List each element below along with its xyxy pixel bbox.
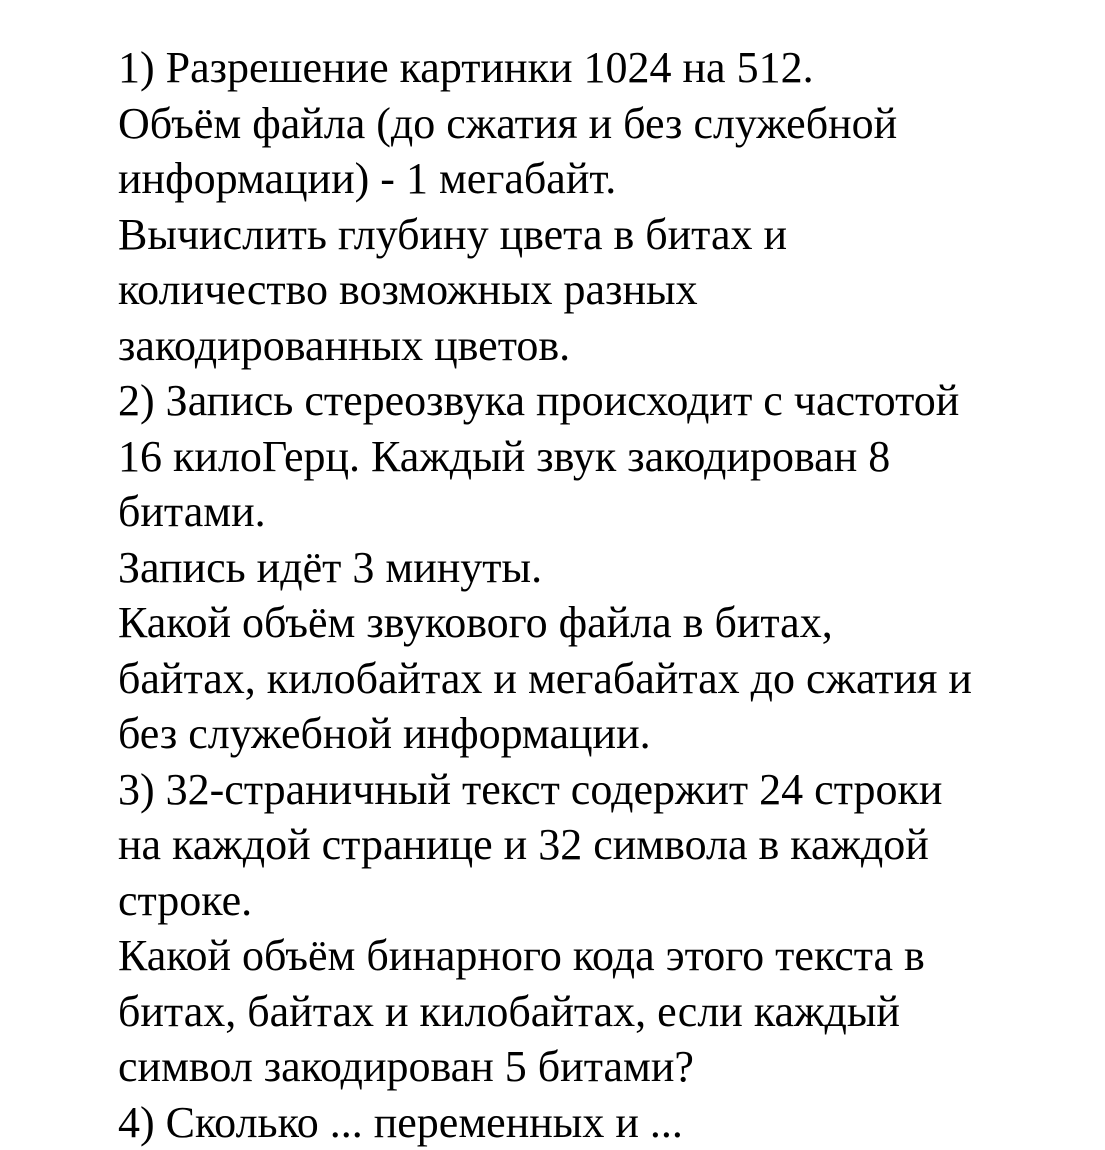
text-line: 2) Запись стереозвука происходит с частотой bbox=[118, 373, 1078, 429]
text-line: Какой объём бинарного кода этого текста в bbox=[118, 928, 1078, 984]
text-line: на каждой странице и 32 символа в каждой bbox=[118, 817, 1078, 873]
text-line: информации) - 1 мегабайт. bbox=[118, 151, 1078, 207]
text-line-cut-off: 4) Сколько ... переменных и ... bbox=[118, 1095, 1078, 1150]
text-line: байтах, килобайтах и мегабайтах до сжатия и bbox=[118, 651, 1078, 707]
text-line: символ закодирован 5 битами? bbox=[118, 1039, 1078, 1095]
text-line: Какой объём звукового файла в битах, bbox=[118, 595, 1078, 651]
text-line: Запись идёт 3 минуты. bbox=[118, 540, 1078, 596]
text-line: без служебной информации. bbox=[118, 706, 1078, 762]
document-text bbox=[118, 40, 1078, 1150]
text-line: битами. bbox=[118, 484, 1078, 540]
text-line: 3) 32-страничный текст содержит 24 строки bbox=[118, 762, 1078, 818]
text-line: 16 килоГерц. Каждый звук закодирован 8 bbox=[118, 429, 1078, 485]
text-line: битах, байтах и килобайтах, если каждый bbox=[118, 984, 1078, 1040]
text-line: 1) Разрешение картинки 1024 на 512. bbox=[118, 40, 1078, 96]
text-line: закодированных цветов. bbox=[118, 318, 1078, 374]
text-line: строке. bbox=[118, 873, 1078, 929]
text-line: Объём файла (до сжатия и без служебной bbox=[118, 96, 1078, 152]
text-line: количество возможных разных bbox=[118, 262, 1078, 318]
text-line: Вычислить глубину цвета в битах и bbox=[118, 207, 1078, 263]
